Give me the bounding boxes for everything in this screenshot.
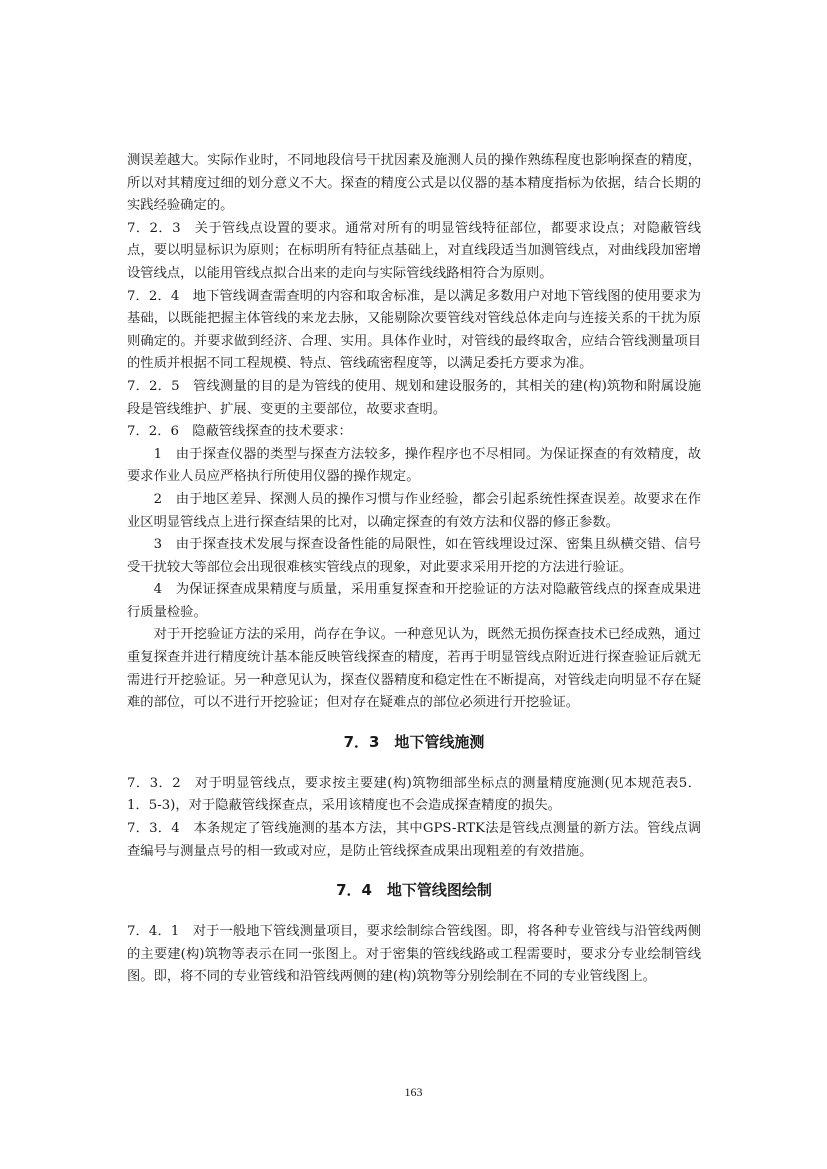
clause-7-3-2: 7．3．2 对于明显管线点，要求按主要建(构)筑物细部坐标点的测量精度施测(见本规范表5．1．5-3)，对于隐蔽管线探查点，采用该精度也不会造成探查精度的损失。 (127, 775, 701, 814)
clause-7-2-3: 7．2．3 关于管线点设置的要求。通常对所有的明显管线特征部位，都要求设点；对隐蔽管线点，要以明显标识为原则；在标明所有特征点基础上，对直线段适当加测管线点，对曲线段加密增设管线点，以能用管线点拟合出来的走向与实际管线线路相符合为原则。 (127, 220, 701, 281)
page-body (127, 150, 701, 989)
clause-7-2-6-item-4: 4 为保证探查成果精度与质量，采用重复探查和开挖验证的方法对隐蔽管线点的探查成果进行质量检验。 (127, 582, 701, 620)
section-heading-7-4: 7．4 地下管线图绘制 (336, 881, 492, 900)
clause-7-2-5: 7．2．5 管线测量的目的是为管线的使用、规划和建设服务的，其相关的建(构)筑物和附属设施段是管线维护、扩展、变更的主要部位，故要求查明。 (127, 378, 701, 417)
clause-7-2-4: 7．2．4 地下管线调查需查明的内容和取舍标准，是以满足多数用户对地下管线图的使用要求为基础，以既能把握主体管线的来龙去脉，又能剔除次要管线对管线总体走向与连接关系的干扰为原则确定的。并要求做到经济、合理、实用。具体作业时，对管线的最终取舍，应结合管线测量项目的性质并根据不同工程规模、特点、管线疏密程度等，以满足委托方要求为准。 (127, 288, 701, 372)
section-heading-7-3: 7．3 地下管线施测 (343, 732, 485, 751)
clause-7-4-1: 7．4．1 对于一般地下管线测量项目，要求绘制综合管线图。即，将各种专业管线与沿管线两侧的主要建(构)筑物等表示在同一张图上。对于密集的管线线路或工程需要时，要求分专业绘制管线图。即，将不同的专业管线和沿管线两侧的建(构)筑物等分别绘制在不同的专业管线图上。 (127, 924, 701, 985)
clause-7-2-6-note: 对于开挖验证方法的采用，尚存在争议。一种意见认为，既然无损伤探查技术已经成熟，通过重复探查并进行精度统计基本能反映管线探查的精度，若再于明显管线点附近进行探查验证后就无需进行开挖验证。另一种意见认为，探查仪器精度和稳定性在不断提高，对管线走向明显不存在疑难的部位，可以不进行开挖验证；但对存在疑难点的部位必须进行开挖验证。 (127, 627, 701, 711)
clause-7-2-6: 7．2．6 隐蔽管线探查的技术要求： (127, 424, 352, 440)
paragraph-continuation: 测误差越大。实际作业时，不同地段信号干扰因素及施测人员的操作熟练程度也影响探查的精度，所以对其精度过细的划分意义不大。探查的精度公式是以仪器的基本精度指标为依据，结合长期的实践经验确定的。 (127, 153, 701, 214)
clause-7-2-6-item-1: 1 由于探查仪器的类型与探查方法较多，操作程序也不尽相同。为保证探查的有效精度，故要求作业人员应严格执行所使用仪器的操作规定。 (127, 446, 701, 485)
page-number: 163 (404, 1085, 423, 1099)
clause-7-3-4: 7．3．4 本条规定了管线施测的基本方法，其中GPS-RTK法是管线点测量的新方法。管线点调查编号与测量点号的相一致或对应，是防止管线探查成果出现粗差的有效措施。 (127, 821, 701, 859)
clause-7-2-6-item-3: 3 由于探查技术发展与探查设备性能的局限性，如在管线埋设过深、密集且纵横交错、信号受干扰较大等部位会出现很难核实管线点的现象，对此要求采用开挖的方法进行验证。 (127, 537, 701, 575)
clause-7-2-6-item-2: 2 由于地区差异、探测人员的操作习惯与作业经验，都会引起系统性探查误差。故要求在作业区明显管线点上进行探查结果的比对，以确定探查的有效方法和仪器的修正参数。 (127, 491, 701, 530)
